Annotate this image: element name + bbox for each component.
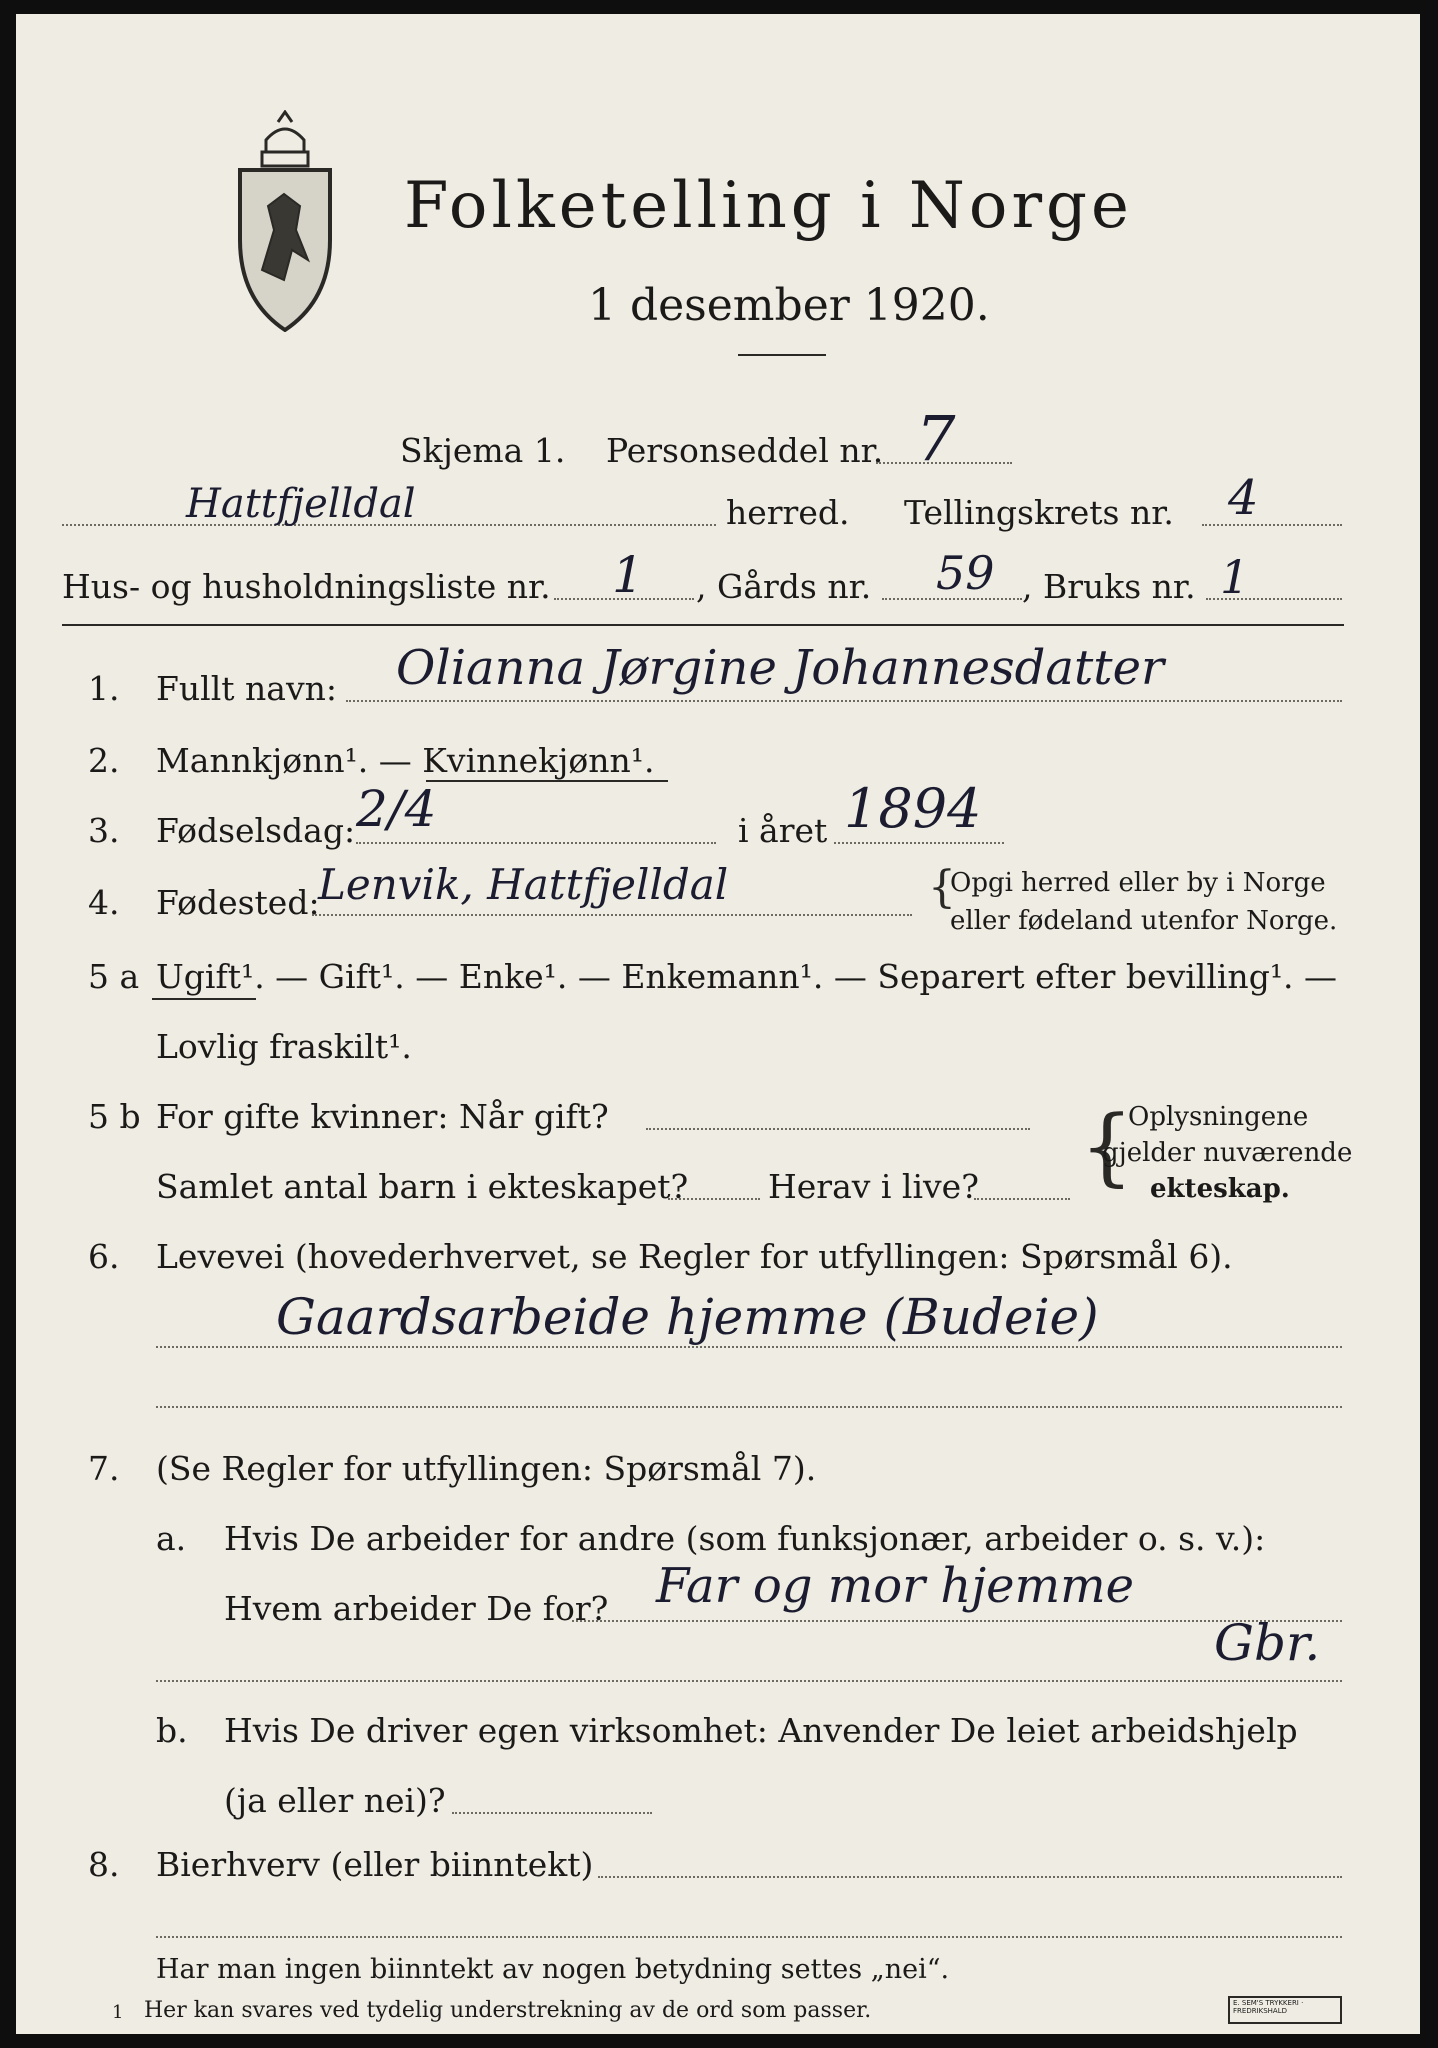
q8-line bbox=[598, 1876, 1342, 1878]
q5b-alive-label: Herav i live? bbox=[768, 1167, 979, 1206]
q7b-label-line2: (ja eller nei)? bbox=[224, 1781, 446, 1820]
q5b-number: 5 b bbox=[88, 1097, 141, 1136]
husliste-label: Hus- og husholdningsliste nr. bbox=[62, 567, 551, 606]
q4-label: Fødested: bbox=[156, 883, 320, 922]
herred-value[interactable]: Hattfjelldal bbox=[186, 481, 416, 527]
q7a-mark[interactable]: Gbr. bbox=[1214, 1614, 1321, 1672]
q7b-label: Hvis De driver egen virksomhet: Anvender De leiet arbeidshjelp bbox=[224, 1711, 1298, 1750]
personseddel-label: Personseddel nr. bbox=[606, 431, 884, 470]
form-title: Folketelling i Norge bbox=[404, 169, 1133, 243]
printer-stamp-text: E. SEM'S TRYKKERI · FREDRIKSHALD bbox=[1233, 1999, 1304, 2015]
q3-label: Fødselsdag: bbox=[156, 811, 356, 850]
q1-value[interactable]: Olianna Jørgine Johannesdatter bbox=[396, 640, 1164, 696]
q4-note-line1: Opgi herred eller by i Norge bbox=[950, 868, 1326, 898]
skjema-label: Skjema 1. bbox=[400, 431, 566, 470]
q1-line bbox=[346, 700, 1342, 702]
q8-line2 bbox=[156, 1936, 1342, 1938]
q4-line bbox=[312, 914, 912, 916]
q7a-line2 bbox=[156, 1680, 1342, 1682]
bruks-label: , Bruks nr. bbox=[1022, 567, 1196, 606]
q3-line bbox=[356, 842, 716, 844]
q2-number: 2. bbox=[88, 741, 120, 780]
q5b-alive-line bbox=[974, 1198, 1070, 1200]
q7b-letter: b. bbox=[156, 1711, 188, 1750]
q4-number: 4. bbox=[88, 883, 120, 922]
q7b-line bbox=[452, 1812, 652, 1814]
q7-number: 7. bbox=[88, 1449, 120, 1488]
q6-line1 bbox=[156, 1346, 1342, 1348]
q5b-children-line bbox=[668, 1198, 760, 1200]
tellingskrets-line bbox=[1202, 524, 1342, 526]
q5b-note-line1: Oplysningene bbox=[1128, 1102, 1309, 1132]
q2-label: Mannkjønn¹. — Kvinnekjønn¹. bbox=[156, 741, 655, 780]
q8-number: 8. bbox=[88, 1845, 120, 1884]
footnote-text: Her kan svares ved tydelig understrekning av de ord som passer. bbox=[144, 1998, 872, 2023]
q7a-label-line2: Hvem arbeider De for? bbox=[224, 1589, 609, 1628]
q7-label: (Se Regler for utfyllingen: Spørsmål 7). bbox=[156, 1449, 817, 1488]
gaards-label: , Gårds nr. bbox=[696, 567, 872, 606]
q5b-note-brace: { bbox=[1080, 1097, 1134, 1195]
bruks-value[interactable]: 1 bbox=[1220, 550, 1250, 604]
q4-note-line2: eller fødeland utenfor Norge. bbox=[950, 906, 1338, 936]
gaards-value[interactable]: 59 bbox=[936, 546, 995, 600]
q7a-label: Hvis De arbeider for andre (som funksjonær, arbeider o. s. v.): bbox=[224, 1519, 1266, 1558]
q3-year-value[interactable]: 1894 bbox=[844, 777, 982, 840]
q1-label: Fullt navn: bbox=[156, 669, 337, 708]
q3-year-label: i året bbox=[738, 811, 828, 850]
footnote-number: 1 bbox=[112, 2002, 124, 2023]
q3-year-line bbox=[834, 842, 1004, 844]
q7a-letter: a. bbox=[156, 1519, 187, 1558]
q6-number: 6. bbox=[88, 1237, 120, 1276]
q5a-label: Ugift¹. — Gift¹. — Enke¹. — Enkemann¹. — Separert efter bevilling¹. — bbox=[156, 957, 1338, 996]
title-divider bbox=[738, 354, 826, 356]
q3-value[interactable]: 2/4 bbox=[356, 780, 437, 838]
q4-note-brace: { bbox=[928, 862, 956, 913]
census-form bbox=[16, 14, 1420, 2034]
husliste-value[interactable]: 1 bbox=[612, 546, 644, 604]
q5b-note-line3: ekteskap. bbox=[1150, 1174, 1290, 1204]
q3-number: 3. bbox=[88, 811, 120, 850]
q5b-note-line2: gjelder nuværende bbox=[1102, 1138, 1353, 1168]
herred-label: herred. bbox=[726, 493, 850, 532]
q5a-label-line2: Lovlig fraskilt¹. bbox=[156, 1027, 412, 1066]
personseddel-value[interactable]: 7 bbox=[916, 402, 956, 475]
q5b-label: For gifte kvinner: Når gift? bbox=[156, 1097, 609, 1136]
q6-line2 bbox=[156, 1406, 1342, 1408]
tellingskrets-value[interactable]: 4 bbox=[1228, 470, 1259, 526]
q6-label: Levevei (hovederhvervet, se Regler for utfyllingen: Spørsmål 6). bbox=[156, 1237, 1233, 1276]
coat-of-arms-icon bbox=[226, 110, 344, 332]
section-divider bbox=[62, 624, 1344, 626]
q1-number: 1. bbox=[88, 669, 120, 708]
q2-selected-underline bbox=[426, 780, 668, 782]
form-date: 1 desember 1920. bbox=[588, 280, 990, 331]
q4-value[interactable]: Lenvik, Hattfjelldal bbox=[318, 860, 729, 909]
q6-value[interactable]: Gaardsarbeide hjemme (Budeie) bbox=[276, 1288, 1099, 1346]
q5b-children-label: Samlet antal barn i ekteskapet? bbox=[156, 1167, 689, 1206]
printer-stamp bbox=[1228, 1996, 1342, 2024]
tellingskrets-label: Tellingskrets nr. bbox=[904, 493, 1174, 532]
q8-label: Bierhverv (eller biinntekt) bbox=[156, 1845, 594, 1884]
footer-note: Har man ingen biinntekt av nogen betydning settes „nei“. bbox=[156, 1954, 950, 1985]
q7a-value[interactable]: Far og mor hjemme bbox=[656, 1558, 1135, 1614]
q5a-selected-underline bbox=[152, 998, 256, 1000]
q5b-married-line bbox=[646, 1128, 1030, 1130]
q5a-number: 5 a bbox=[88, 957, 140, 996]
